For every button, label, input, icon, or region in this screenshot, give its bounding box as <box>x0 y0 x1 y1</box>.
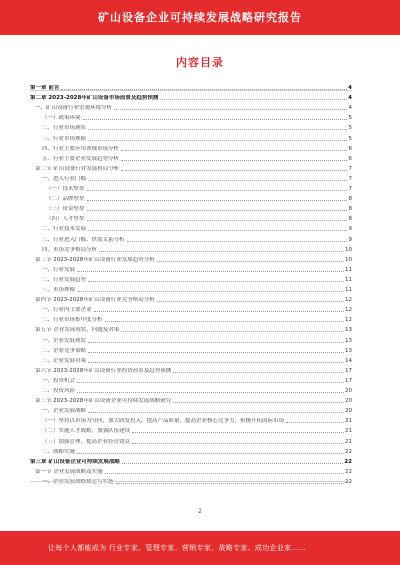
toc-entry[interactable] <box>30 275 352 283</box>
toc-entry[interactable] <box>30 113 352 121</box>
toc-entry[interactable] <box>30 184 352 192</box>
toc-entry-page: 9 <box>348 236 352 243</box>
toc-entry[interactable] <box>30 123 352 131</box>
toc-leader-dots <box>132 443 344 444</box>
toc-entry[interactable] <box>30 447 352 455</box>
toc-leader-dots <box>77 453 344 454</box>
toc-leader-dots <box>88 352 344 353</box>
toc-entry-page: 10 <box>345 256 352 263</box>
toc-entry[interactable] <box>30 346 352 354</box>
toc-entry[interactable] <box>30 103 352 111</box>
toc-entry[interactable] <box>30 194 352 202</box>
toc-entry-page: 4 <box>348 105 352 112</box>
toc-entry-page: 17 <box>345 367 352 374</box>
toc-entry-label: 二、战略实施 <box>42 448 76 455</box>
toc-entry-page: 8 <box>348 216 352 223</box>
table-of-contents <box>30 83 352 489</box>
toc-entry-label: 一、企业发展战略 <box>42 408 87 415</box>
toc-leader-dots <box>61 89 347 90</box>
toc-entry-label: 三、行业进入门槛、供需关系分析 <box>42 236 125 243</box>
toc-leader-dots <box>88 342 344 343</box>
toc-entry-label: （四）人才壁垒 <box>46 216 85 223</box>
toc-leader-dots <box>77 271 344 272</box>
toc-entry-label: （一）政策环境 <box>42 115 81 122</box>
toc-entry-label: （一）坚持以市场为导向，加大研发投入，提高产品质量，提高企业核心竞争力，积极开拓国际市场 <box>42 418 285 425</box>
toc-entry-label: （二）实施人才战略，加强队伍建设 <box>42 428 131 435</box>
toc-entry-label: 第三章 矿山设备企业可持续发展战略 <box>30 458 120 465</box>
toc-entry-label: 三、市场规模 <box>42 287 76 293</box>
toc-entry-label: 一、进入行业门槛 <box>42 175 87 182</box>
toc-entry-label: 第五节 企业发展现状、问题及对策 <box>35 327 120 334</box>
footer-slogan: 让每个人都能成为 行业专家、管理专家、营销专家、战略专家、成功企业家…… <box>48 544 307 552</box>
toc-entry-page: 4 <box>348 85 352 91</box>
toc-entry-label: 二、行业市场集中度分析 <box>42 317 103 324</box>
toc-entry-label: 三、企业发展对策 <box>42 357 87 364</box>
toc-entry-page: 21 <box>345 438 352 445</box>
toc-entry-label: 第一章 前言 <box>30 85 60 91</box>
toc-entry[interactable] <box>30 406 352 414</box>
toc-entry-page: 7 <box>348 175 352 182</box>
toc-leader-dots <box>286 422 344 423</box>
footer-banner <box>0 531 400 565</box>
toc-entry-label: （三）加强管理，提高企业经营效益 <box>42 438 131 445</box>
toc-leader-dots <box>88 412 344 413</box>
toc-entry[interactable] <box>30 255 352 263</box>
toc-entry[interactable] <box>30 83 352 91</box>
toc-leader-dots <box>157 261 344 262</box>
toc-entry-page: 10 <box>345 246 352 253</box>
toc-entry-page: 11 <box>345 287 352 293</box>
toc-entry-label: 一、企业发展现状 <box>42 337 87 344</box>
toc-leader-dots <box>88 129 347 130</box>
toc-entry-page: 13 <box>345 337 352 344</box>
toc-leader-dots <box>77 392 344 393</box>
toc-entry-label: 二、企业竞争策略 <box>42 347 87 354</box>
toc-leader-dots <box>173 372 344 373</box>
toc-leader-dots <box>121 331 344 332</box>
toc-entry[interactable] <box>30 305 352 313</box>
toc-entry-label: 一、矿山设备行业宏观环境分析 <box>35 105 113 112</box>
toc-leader-dots <box>88 281 344 282</box>
toc-entry[interactable] <box>30 144 352 152</box>
page-number: 2 <box>198 508 202 515</box>
toc-entry[interactable] <box>30 376 352 384</box>
toc-entry-page: 22 <box>345 478 352 485</box>
toc-leader-dots <box>94 311 344 312</box>
toc-entry-label: 第六节 2023-2028年矿山设备行业投资前景及趋势预测 <box>35 367 172 374</box>
toc-entry[interactable] <box>30 164 352 172</box>
toc-entry-label: 第二节 矿山设备行业发展格局分析 <box>35 165 120 172</box>
toc-entry-page: 6 <box>348 145 352 152</box>
toc-entry-page: 5 <box>348 115 352 122</box>
toc-entry-page: 8 <box>348 196 352 203</box>
toc-entry-label: （三）资金壁垒 <box>46 206 85 213</box>
toc-leader-dots <box>105 321 344 322</box>
toc-entry-label: 第四节 2023-2028年矿山设备行业竞争格局分析 <box>35 297 155 304</box>
toc-leader-dots <box>88 140 347 141</box>
toc-leader-dots <box>88 230 347 231</box>
toc-leader-dots <box>77 382 344 383</box>
toc-entry-page: 7 <box>348 165 352 172</box>
toc-entry-page: 8 <box>348 206 352 213</box>
toc-entry[interactable] <box>30 315 352 323</box>
toc-entry[interactable] <box>30 457 352 465</box>
toc-entry-page: 12 <box>345 317 352 324</box>
toc-entry-label: 一、企业发展战略制定与实施 <box>42 478 114 485</box>
toc-entry[interactable] <box>30 224 352 232</box>
toc-entry-page: 11 <box>345 276 352 283</box>
toc-leader-dots <box>114 109 347 110</box>
toc-entry-label: 一、投资机会 <box>42 377 76 384</box>
toc-entry-page: 12 <box>345 297 352 304</box>
toc-entry[interactable] <box>30 285 352 293</box>
toc-leader-dots <box>87 190 347 191</box>
toc-entry[interactable] <box>30 295 352 303</box>
toc-leader-dots <box>87 220 347 221</box>
toc-entry[interactable] <box>30 214 352 222</box>
toc-entry[interactable] <box>30 174 352 182</box>
toc-entry-label: （二）品牌壁垒 <box>46 196 85 203</box>
toc-entry[interactable] <box>30 93 352 101</box>
toc-entry-page: 21 <box>345 428 352 435</box>
toc-leader-dots <box>99 251 344 252</box>
toc-entry-page: 20 <box>345 388 352 394</box>
toc-entry-label: 二、行业技术发展 <box>42 226 87 233</box>
toc-entry[interactable] <box>30 204 352 212</box>
toc-entry-label: （一）技术壁垒 <box>46 186 85 192</box>
toc-entry-page: 22 <box>345 468 352 475</box>
toc-leader-dots <box>173 402 344 403</box>
toc-entry-label: 四、市场竞争格局分析 <box>42 246 98 253</box>
toc-entry-label: 二、行业市场现状 <box>42 125 87 132</box>
toc-entry-label: 第二章 2023-2028年矿山设备市场前景及趋势预测 <box>30 95 159 102</box>
toc-entry[interactable] <box>30 235 352 243</box>
toc-entry[interactable] <box>30 265 352 273</box>
toc-entry[interactable] <box>30 245 352 253</box>
toc-entry-page: 14 <box>345 357 352 364</box>
toc-leader-dots <box>127 241 347 242</box>
toc-entry-page: 13 <box>345 327 352 334</box>
toc-entry[interactable] <box>30 134 352 142</box>
toc-entry-page: 5 <box>348 135 352 142</box>
toc-entry[interactable] <box>30 437 352 445</box>
toc-entry[interactable] <box>30 416 352 424</box>
toc-entry-label: 二、投资风险 <box>42 388 76 394</box>
toc-leader-dots <box>157 301 344 302</box>
toc-entry-label: 四、行业主要应用领域市场分析 <box>42 145 120 152</box>
toc-leader-dots <box>87 210 347 211</box>
toc-entry[interactable] <box>30 154 352 162</box>
toc-entry-page: 5 <box>348 125 352 132</box>
toc-entry[interactable] <box>30 336 352 344</box>
toc-bottom-rule <box>30 481 352 482</box>
report-title: 矿山设备企业可持续发展战略研究报告 <box>98 11 302 24</box>
toc-leader-dots <box>116 483 344 484</box>
toc-entry-page: 20 <box>345 398 352 405</box>
toc-leader-dots <box>88 362 344 363</box>
toc-leader-dots <box>132 432 344 433</box>
toc-entry[interactable] <box>30 325 352 333</box>
toc-entry[interactable] <box>30 356 352 364</box>
toc-entry-page: 21 <box>345 418 352 425</box>
toc-entry-page: 22 <box>345 448 352 455</box>
toc-entry-page: 20 <box>345 408 352 415</box>
toc-entry-label: 一、行业内主要企业 <box>42 307 92 314</box>
toc-entry-page: 11 <box>345 266 352 273</box>
toc-leader-dots <box>121 160 347 161</box>
toc-leader-dots <box>160 99 347 100</box>
toc-leader-dots <box>87 200 347 201</box>
toc-entry-label: 一、行业发展 <box>42 266 76 273</box>
toc-leader-dots <box>122 463 343 464</box>
toc-leader-dots <box>121 150 347 151</box>
toc-leader-dots <box>77 291 344 292</box>
toc-leader-dots <box>121 170 347 171</box>
toc-entry-label: 二、行业发展趋势 <box>42 276 87 283</box>
toc-leader-dots <box>105 473 344 474</box>
header-banner <box>0 0 400 35</box>
toc-entry-page: 7 <box>348 186 352 192</box>
toc-entry-label: 五、行业主要企业发展趋势分析 <box>42 155 120 162</box>
toc-leader-dots <box>88 180 347 181</box>
toc-entry-page: 4 <box>348 95 352 102</box>
toc-entry[interactable] <box>30 396 352 404</box>
toc-entry[interactable] <box>30 386 352 394</box>
toc-entry-page: 12 <box>345 307 352 314</box>
toc-entry-page: 9 <box>348 226 352 233</box>
toc-leader-dots <box>83 119 347 120</box>
toc-entry-page: 6 <box>348 155 352 162</box>
toc-entry-label: 三、行业市场规模 <box>42 135 87 142</box>
toc-entry[interactable] <box>30 366 352 374</box>
toc-entry-page: 17 <box>345 377 352 384</box>
toc-entry-label: 第三节 2023-2028年矿山设备行业发展趋势分析 <box>35 256 155 263</box>
toc-entry-page: 22 <box>344 458 352 465</box>
toc-heading: 内容目录 <box>176 56 224 69</box>
toc-entry-label: 第三节 2023-2028年矿山设备企业可持续发展战略研究 <box>35 398 172 405</box>
toc-entry-page: 13 <box>345 347 352 354</box>
toc-entry-label: 第一节 企业发展战略及实施 <box>35 468 103 475</box>
toc-entry[interactable] <box>30 467 352 475</box>
toc-entry[interactable] <box>30 426 352 434</box>
